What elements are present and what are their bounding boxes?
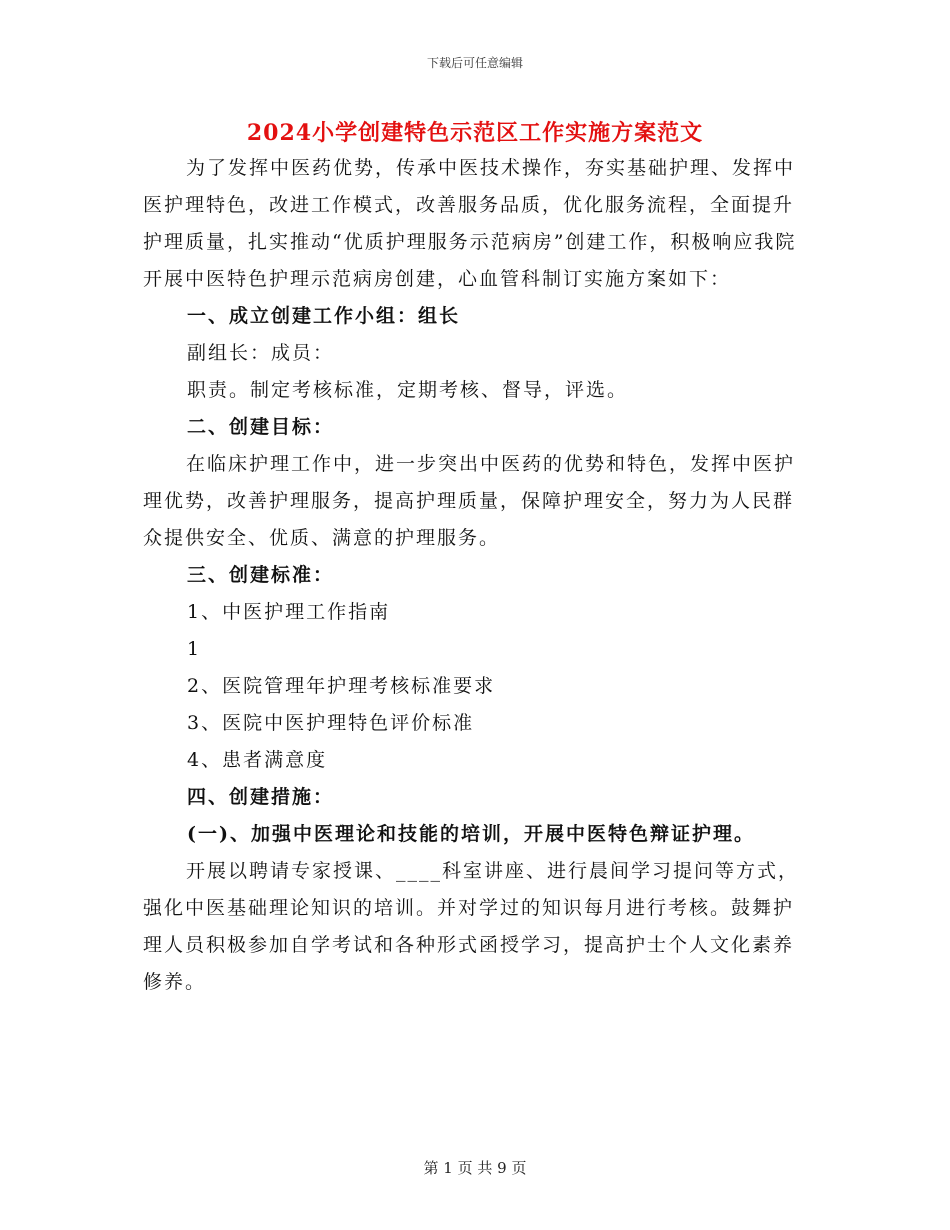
section-4-heading: 四、创建措施： bbox=[187, 786, 335, 808]
page-number: 第 1 页 共 9 页 bbox=[423, 1159, 527, 1177]
stray-number: 1 bbox=[187, 638, 202, 660]
measure-1-heading: (一)、加强中医理论和技能的培训，开展中医特色辩证护理。 bbox=[187, 823, 755, 845]
standard-item-2: 2、医院管理年护理考核标准要求 bbox=[187, 675, 496, 697]
standard-item-4: 4、患者满意度 bbox=[187, 749, 328, 771]
goal-paragraph: 在临床护理工作中，进一步突出中医药的优势和特色，发挥中医护理优势，改善护理服务，提高护理质量，保障护理安全，努力为人民群众提供安全、优质、满意的护理服务。 bbox=[143, 453, 796, 549]
section-2-heading: 二、创建目标： bbox=[187, 416, 335, 438]
section-1-heading: 一、成立创建工作小组：组长 bbox=[187, 305, 461, 327]
header-note: 下载后可任意编辑 bbox=[426, 56, 523, 70]
document-body bbox=[143, 150, 808, 1001]
section-3-heading: 三、创建标准： bbox=[187, 564, 335, 586]
document-title: 2024小学创建特色示范区工作实施方案范文 bbox=[246, 120, 704, 146]
deputy-line: 副组长：成员： bbox=[187, 342, 335, 364]
intro-paragraph: 为了发挥中医药优势，传承中医技术操作，夯实基础护理、发挥中医护理特色，改进工作模式，改善服务品质，优化服务流程，全面提升护理质量，扎实推动“优质护理服务示范病房”创建工作，积极响应我院开展中医特色护理示范病房创建，心血管科制订实施方案如下： bbox=[143, 157, 797, 290]
standard-item-3: 3、医院中医护理特色评价标准 bbox=[187, 712, 475, 734]
duties-line: 职责。制定考核标准，定期考核、督导，评选。 bbox=[187, 379, 629, 401]
measure-1-paragraph: 开展以聘请专家授课、____科室讲座、进行晨间学习提问等方式，强化中医基础理论知识的培训。并对学过的知识每月进行考核。鼓舞护理人员积极参加自学考试和各种形式函授学习，提高护士个人文化素养修养。 bbox=[143, 860, 800, 993]
standard-item-1: 1、中医护理工作指南 bbox=[187, 601, 391, 623]
